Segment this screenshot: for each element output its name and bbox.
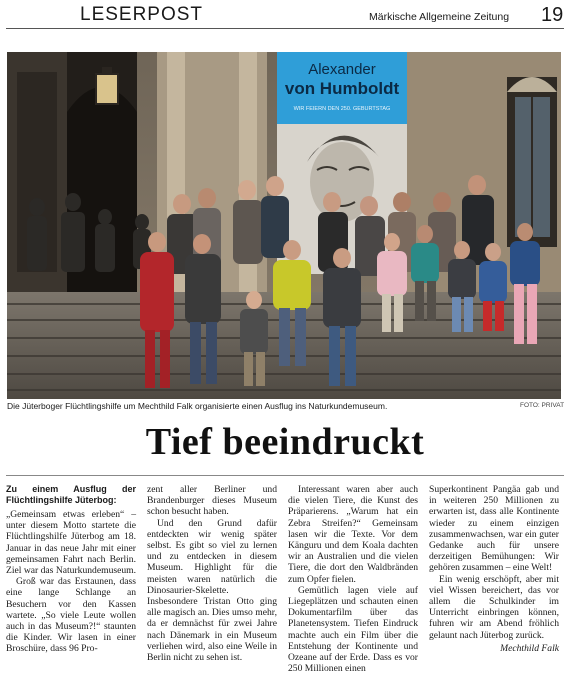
paragraph: Gemütlich lagen viele auf Liegeplätzen und schauten einen Dokumentarfilm über das Planetensystem. Tiefen Eindruck machte auch ein Film über die Entstehung der Kontinente und Ozeane auf der Erde. Dass es vor 250 Millionen einen [288, 584, 418, 674]
museum-group-photo [7, 52, 561, 399]
page-header [0, 0, 570, 36]
section-label: LESERPOST [80, 4, 204, 25]
paragraph: Ein wenig erschöpft, aber mit viel Wissen bereichert, das vor allem die Schulkinder im Unterricht einbringen können, fuhren wir am Abend fröhlich gelaunt nach Jüterbog zurück. [429, 573, 559, 641]
paragraph: „Gemeinsam etwas erleben“ – unter diesem Motto startete die Flüchtlingshilfe Jüterbog am 18. Januar in das neue Jahr mit einer gemeinsamen Fahrt nach Berlin. Ziel war das Naturkundemuseum. [6, 509, 137, 577]
banner-line1: Alexander [308, 61, 376, 78]
paragraph: Und den Grund dafür entdeckten wir wenig später selbst. Es gibt so viel zu lernen und zu entdecken in diesem Museum. Highlight für die meisten waren natürlich die Dinosaurier-Skelette. Insbesondere Tristan Otto ging alle magisch an. Dies umso mehr, da er demnächst für zwei Jahre nach Dänemark in ein Museum verliehen wird, also eine Weile in Berlin nicht zu sehen ist. [147, 517, 277, 664]
page-number: 19 [541, 4, 564, 26]
headline-rule [6, 475, 564, 476]
banner-line2: von Humboldt [284, 79, 400, 98]
author-name: Mechthild Falk [500, 642, 559, 654]
article-column-1 [6, 484, 136, 655]
paragraph: Groß war das Erstaunen, dass eine lange Schlange an Besuchern vor den Kassen wartete. „So viele Leute wollen auch in das Museum?!“ staunten die Kinder. Wir lasen in einer Broschüre, dass 96 Pro- [6, 576, 136, 655]
header-rule [6, 28, 564, 29]
photo-caption: Die Jüterboger Flüchtlingshilfe um Mechthild Falk organisierte einen Ausflug ins Naturkundemuseum. [7, 401, 388, 411]
banner-line3: WIR FEIERN DEN 250. GEBURTSTAG [293, 106, 391, 112]
paragraph: Interessant waren aber auch die vielen Tiere, die Kunst des Präparierens. „Warum hat ein Zebra Streifen?“ Gemeinsam lasen wir die Texte. Vor dem Känguru und dem Koala dachten wir an Australien und die vielen Tiere, die dort den Waldbränden zum Opfer fielen. [288, 484, 418, 585]
paragraph: Superkontinent Pangäa gab und in weiteren 250 Millionen zu erwarten ist, dass alle Kontinente wieder zu einem einzigen zusammenwachsen, war ein guter Gedanke auch für unsere derzeitigen Bemühungen: Wir gehören zusammen – eine Welt! [429, 484, 559, 574]
newspaper-name: Märkische Allgemeine Zeitung [369, 11, 510, 23]
article-photo [7, 52, 561, 399]
article-kicker: Zu einem Ausflug der Flüchtlingshilfe Jüterbog: [6, 484, 136, 505]
article-column-2 [147, 484, 277, 663]
photo-credit: FOTO: PRIVAT [520, 402, 565, 409]
paragraph: zent aller Berliner und Brandenburger dieses Museum schon besucht haben. [147, 484, 277, 518]
article-column-3 [288, 484, 418, 674]
article-headline: Tief beeindruckt [145, 421, 425, 463]
